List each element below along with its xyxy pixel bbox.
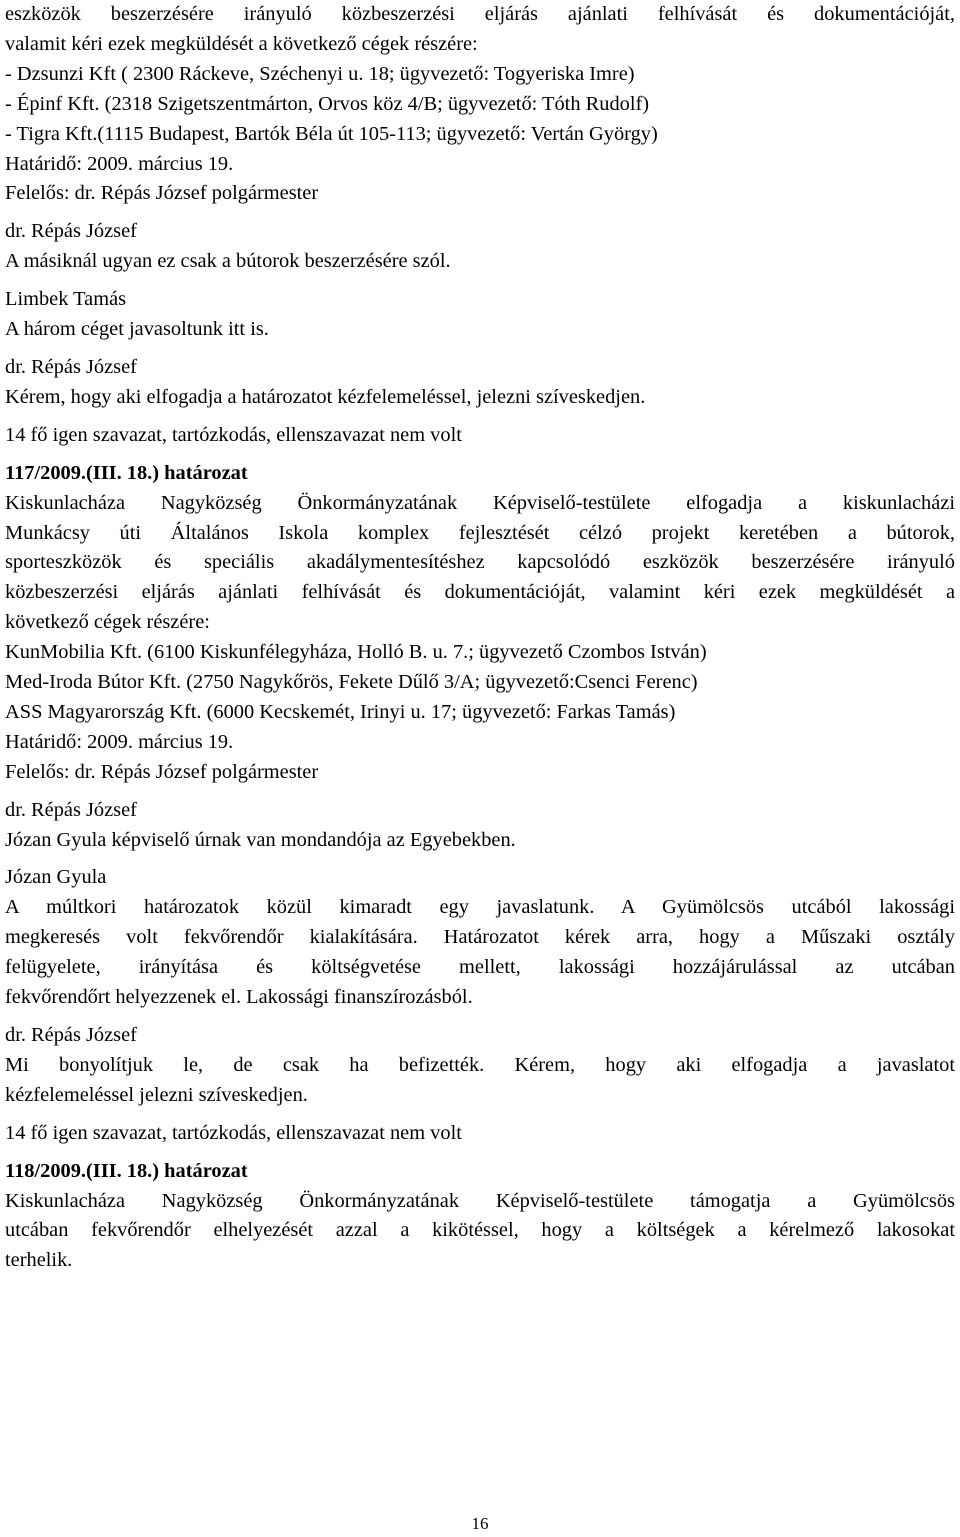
resolution-117	[5, 459, 955, 788]
text-line: megkeresés volt fekvőrendőr kialakítására. Határozatot kérek arra, hogy a Műszaki osztály	[5, 926, 955, 949]
speaker-name: dr. Répás József	[5, 355, 137, 378]
text-line: Mi bonyolítjuk le, de csak ha befizették. Kérem, hogy aki elfogadja a javaslatot	[5, 1053, 955, 1076]
list-item: KunMobilia Kft. (6100 Kiskunfélegyháza, Holló B. u. 7.; ügyvezető Czombos István)	[5, 641, 707, 664]
speaker-name: dr. Répás József	[5, 220, 137, 243]
text-line: felügyelete, irányítása és költségvetése mellett, lakossági hozzájárulással az utcában	[5, 956, 955, 979]
text-line: utcában fekvőrendőr elhelyezését azzal a kikötéssel, hogy a költségek a kérelmező lakosokat	[5, 1219, 955, 1242]
speaker-name: Limbek Tamás	[5, 288, 127, 311]
deadline-line: Határidő: 2009. március 19.	[5, 152, 234, 175]
text-line: közbeszerzési eljárás ajánlati felhívását és dokumentációját, valamint kéri ezek megküldését a	[5, 581, 955, 604]
document-page	[5, 0, 955, 1276]
list-item: - Dzsunzi Kft ( 2300 Ráckeve, Széchenyi u. 18; ügyvezető: Togyeriska Imre)	[5, 62, 635, 85]
text-line: sporteszközök és speciális akadálymentesítéshez kapcsolódó eszközök beszerzésére irányuló	[5, 551, 955, 574]
list-item: - Épinf Kft. (2318 Szigetszentmárton, Orvos köz 4/B; ügyvezető: Tóth Rudolf)	[5, 92, 650, 115]
resolution-title: 118/2009.(III. 18.) határozat	[5, 1159, 248, 1182]
text-line: eszközök beszerzésére irányuló közbeszerzési eljárás ajánlati felhívását és dokumentációját,	[5, 3, 955, 25]
company-list	[5, 60, 955, 150]
text-line: fekvőrendőrt helyezzenek el. Lakossági finanszírozásból.	[5, 986, 473, 1009]
list-item: ASS Magyarország Kft. (6000 Kecskemét, Irinyi u. 17; ügyvezető: Farkas Tamás)	[5, 700, 676, 723]
speech-paragraph	[5, 1051, 955, 1111]
text-line: Kiskunlacháza Nagyközség Önkormányzatának Képviselő-testülete támogatja a Gyümölcsös	[5, 1189, 955, 1212]
text-line: következő cégek részére:	[5, 611, 210, 634]
text-line: kézfelemeléssel jelezni szíveskedjen.	[5, 1083, 308, 1106]
speaker-name: dr. Répás József	[5, 798, 137, 821]
speech-text: A másiknál ugyan ez csak a bútorok beszerzésére szól.	[5, 250, 451, 273]
vote-result: 14 fő igen szavazat, tartózkodás, ellenszavazat nem volt	[5, 1121, 462, 1144]
text-line: Kiskunlacháza Nagyközség Önkormányzatának Képviselő-testülete elfogadja a kiskunlacházi	[5, 491, 955, 514]
speech-text: A három céget javasoltunk itt is.	[5, 318, 269, 341]
text-line: valamit kéri ezek megküldését a következő cégek részére:	[5, 32, 478, 55]
list-item: Med-Iroda Bútor Kft. (2750 Nagykőrös, Fekete Dűlő 3/A; ügyvezető:Csenci Ferenc)	[5, 671, 698, 694]
vote-result: 14 fő igen szavazat, tartózkodás, ellenszavazat nem volt	[5, 423, 462, 446]
responsible-line: Felelős: dr. Répás József polgármester	[5, 182, 319, 205]
list-item: - Tigra Kft.(1115 Budapest, Bartók Béla út 105-113; ügyvezető: Vertán György)	[5, 122, 658, 145]
speech-text: Kérem, hogy aki elfogadja a határozatot kézfelemeléssel, jelezni szíveskedjen.	[5, 385, 646, 408]
speaker-name: dr. Répás József	[5, 1024, 137, 1046]
text-line: terhelik.	[5, 1249, 73, 1272]
page-number: 16	[471, 1514, 489, 1533]
resolution-title: 117/2009.(III. 18.) határozat	[5, 461, 248, 484]
speech-paragraph	[5, 893, 955, 1013]
text-line: A múltkori határozatok közül kimaradt egy javaslatunk. A Gyümölcsös utcából lakossági	[5, 896, 955, 919]
text-line: Munkácsy úti Általános Iskola komplex fejlesztését célzó projekt keretében a bútorok,	[5, 521, 955, 544]
resolution-118	[5, 1157, 955, 1277]
deadline-line: Határidő: 2009. március 19.	[5, 730, 234, 753]
intro-paragraph	[5, 0, 955, 60]
speech-text: Józan Gyula képviselő úrnak van mondandója az Egyebekben.	[5, 828, 516, 851]
responsible-line: Felelős: dr. Répás József polgármester	[5, 760, 319, 783]
speaker-name: Józan Gyula	[5, 866, 107, 889]
